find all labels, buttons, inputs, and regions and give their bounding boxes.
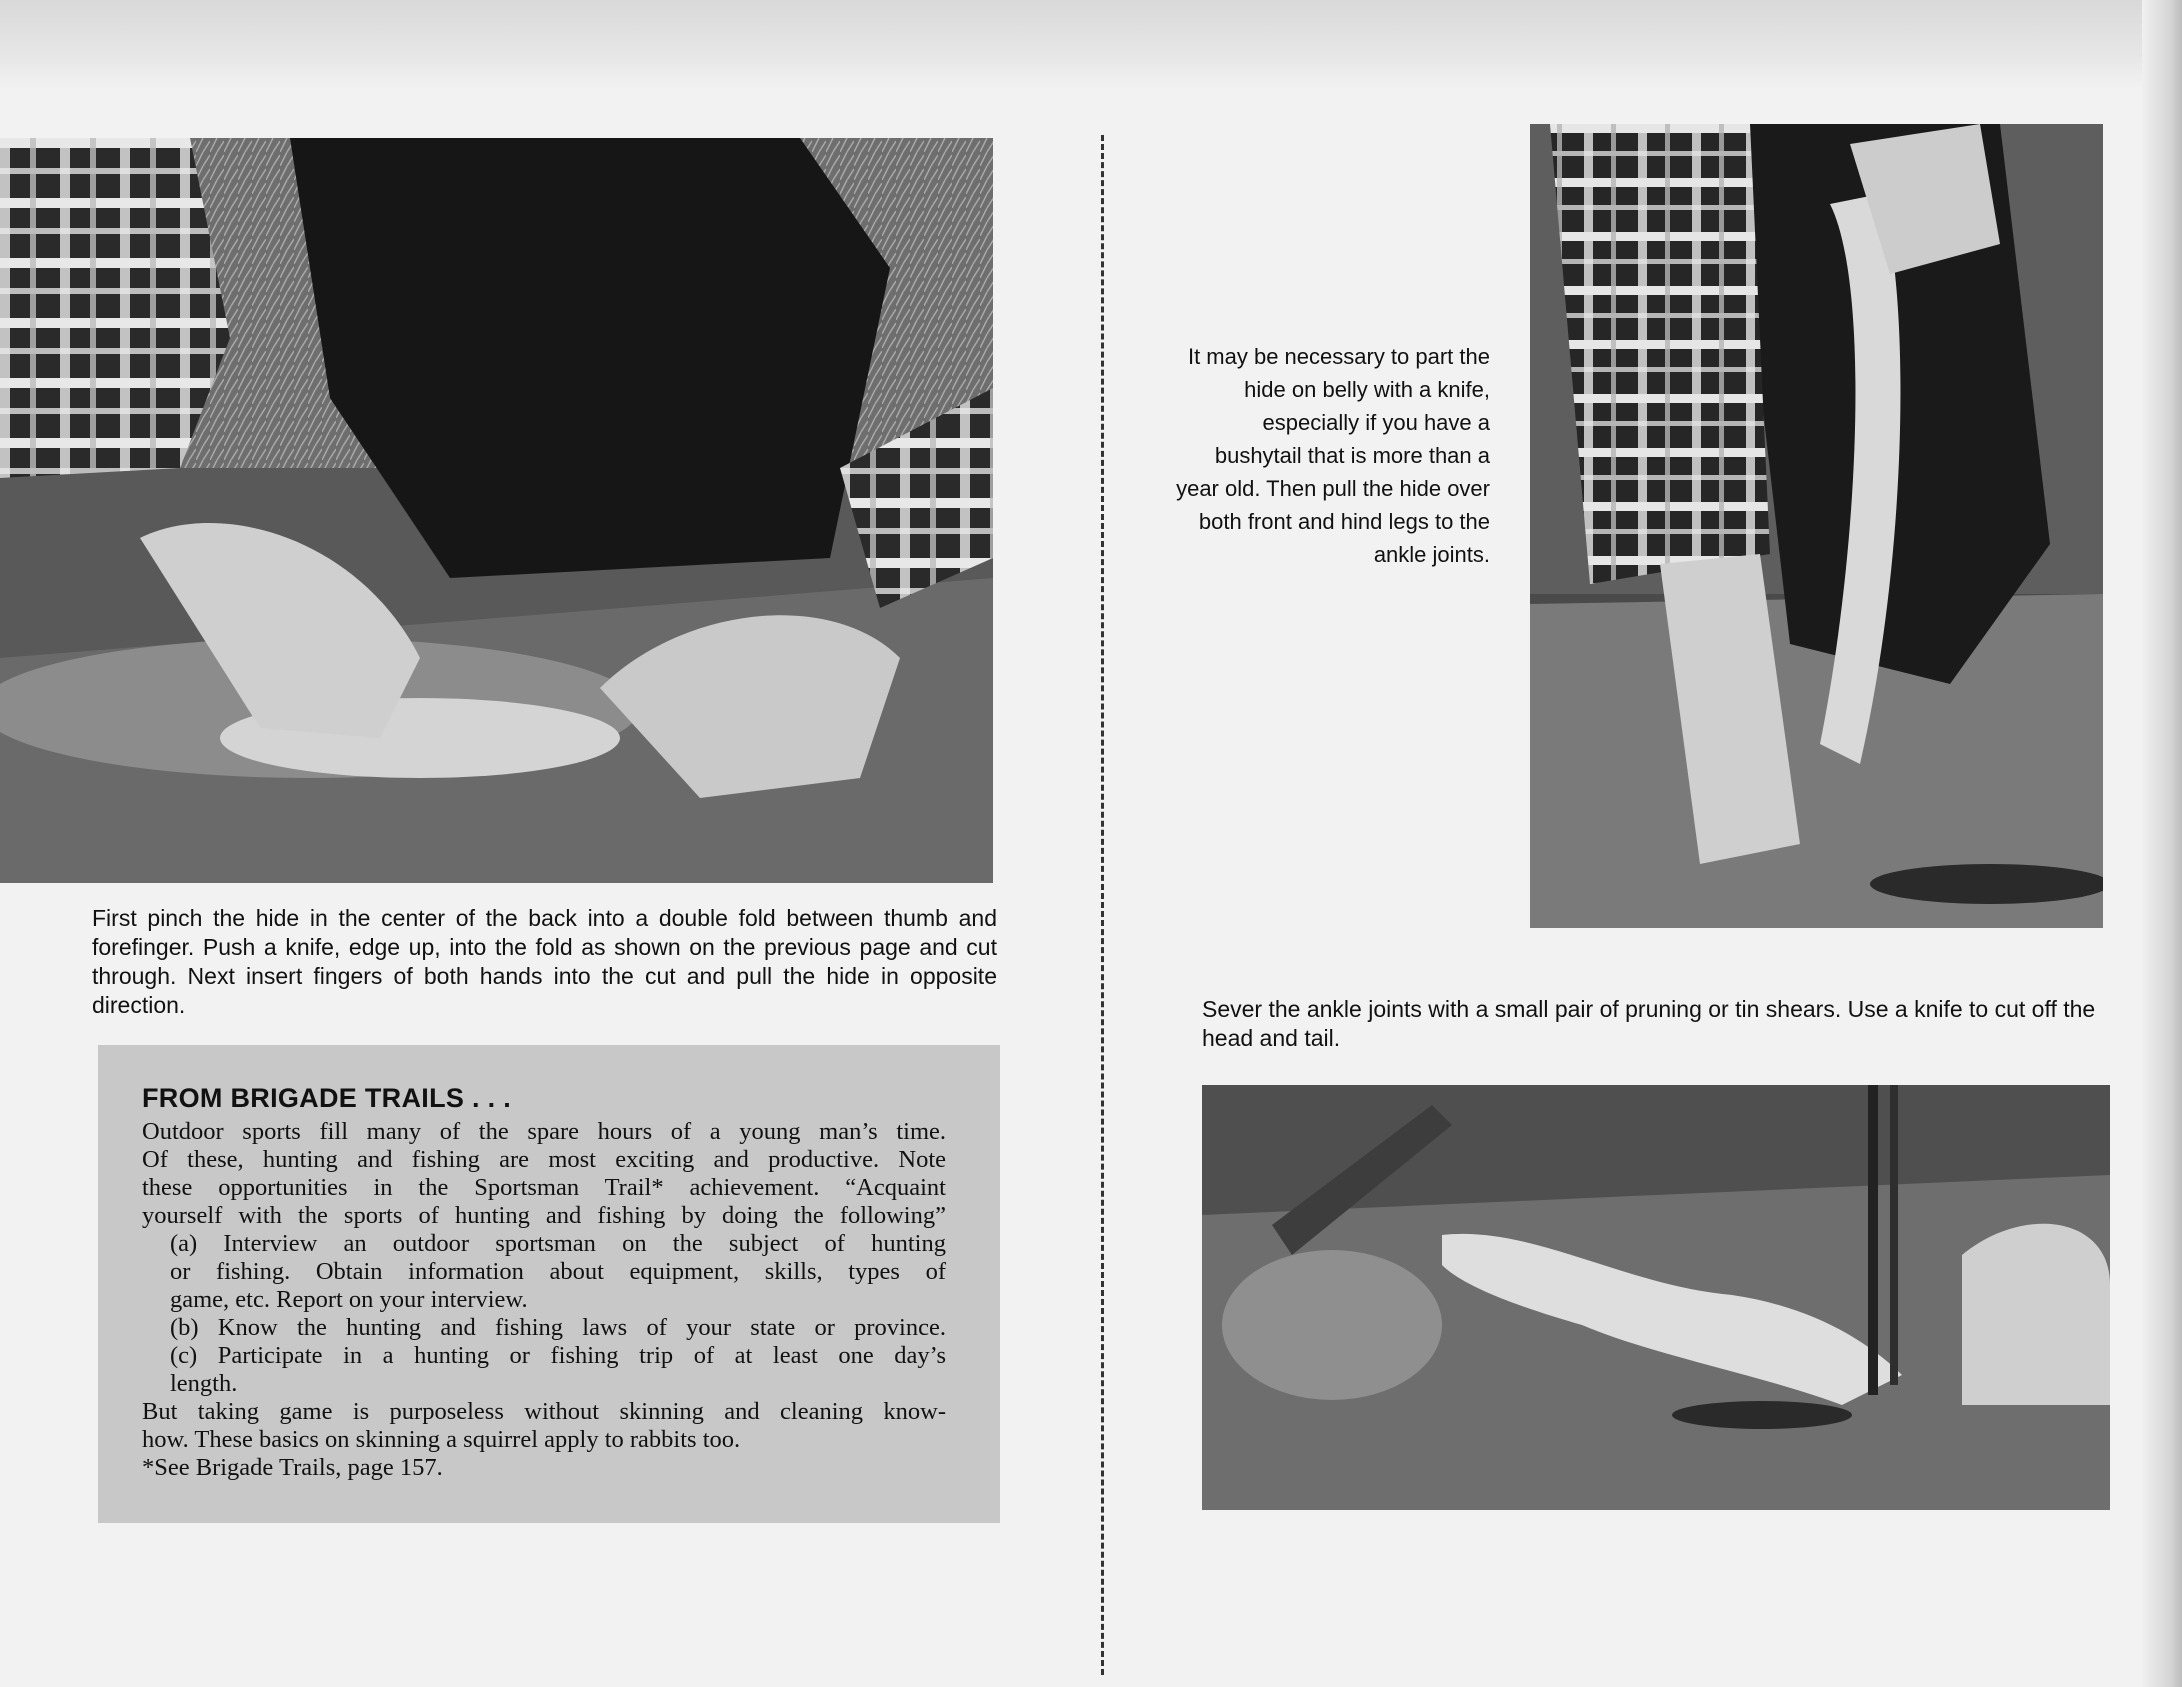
sidebar-line: or fishing. Obtain information about equipment, skills, types of: [170, 1258, 946, 1285]
page-top-shadow: [0, 0, 2182, 90]
sidebar-line: game, etc. Report on your interview.: [170, 1286, 528, 1313]
brigade-trails-sidebar: [98, 1045, 1000, 1523]
caption-pinch-hide: First pinch the hide in the center of the back into a double fold between thumb and forefinger. Push a knife, edge up, into the fold as shown on the previous page and cut through. Next insert fingers of both hands into the cut and pull the hide in opposite direction.: [92, 905, 997, 1018]
sidebar-line: But taking game is purposeless without skinning and cleaning know-: [142, 1398, 946, 1425]
caption-sever-ankle-joints: Sever the ankle joints with a small pair of pruning or tin shears. Use a knife to cut off the head and tail.: [1202, 996, 2096, 1051]
sidebar-line: yourself with the sports of hunting and fishing by doing the following”: [142, 1202, 946, 1229]
sidebar-line: Of these, hunting and fishing are most exciting and productive. Note: [142, 1146, 946, 1173]
sidebar-line: how. These basics on skinning a squirrel apply to rabbits too.: [142, 1426, 741, 1453]
photo-pinching-hide: [0, 138, 993, 883]
page-right-edge: [2142, 0, 2182, 1687]
sidebar-line: (c) Participate in a hunting or fishing trip of at least one day’s: [170, 1342, 946, 1369]
center-fold-line: [1101, 135, 1104, 1675]
photo-pulling-hide-legs: [1530, 124, 2103, 928]
sidebar-line: (b) Know the hunting and fishing laws of your state or province.: [170, 1314, 946, 1341]
sidebar-line: length.: [170, 1370, 238, 1397]
sidebar-line: Outdoor sports fill many of the spare hours of a young man’s time.: [142, 1118, 946, 1145]
sidebar-title: FROM BRIGADE TRAILS . . .: [142, 1083, 511, 1113]
sidebar-body: [142, 1118, 946, 1482]
caption-part-hide-belly: It may be necessary to part the hide on belly with a knife, especially if you have a bushytail that is more than a year old. Then pull the hide over both front and hind legs to the ankle joints.: [1176, 344, 1490, 567]
photo-severing-joints: [1202, 1085, 2110, 1510]
sidebar-line: (a) Interview an outdoor sportsman on the subject of hunting: [170, 1230, 946, 1257]
sidebar-line: these opportunities in the Sportsman Trail* achievement. “Acquaint: [142, 1174, 946, 1201]
sidebar-line: *See Brigade Trails, page 157.: [142, 1454, 443, 1481]
